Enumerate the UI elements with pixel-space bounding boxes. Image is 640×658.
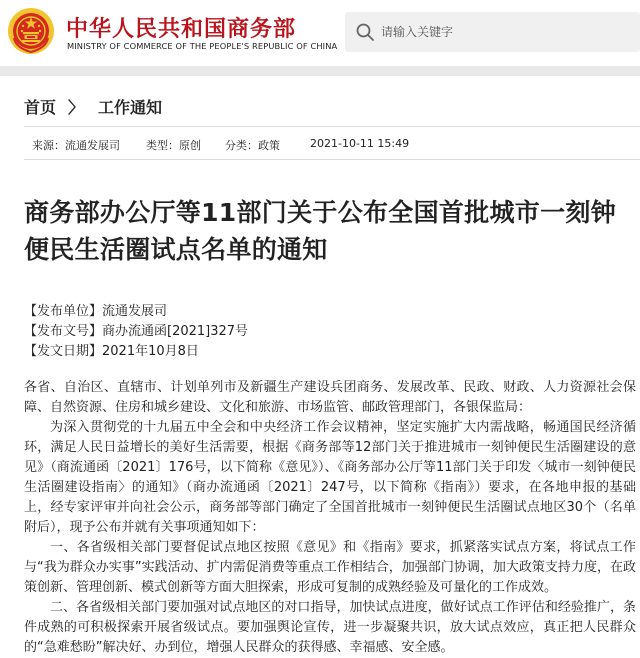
meta-type: 类型：原创 bbox=[146, 139, 201, 152]
meta-category: 分类：政策 bbox=[225, 139, 280, 152]
article-paragraph-item-1: 一、各省级相关部门要督促试点地区按照《意见》和《指南》要求，抓紧落实试点方案，将试点工作与“我为群众办实事”实践活动、扩内需促消费等重点工作相结合，加强部门协调，加大政策支持力度，在政策创新、管理创新、模式创新等方面大胆探索，形成可复制的成熟经验及可量化的工作成效。 bbox=[24, 540, 636, 595]
article-doc-number: 【发布文号】商办流通函[2021]327号 bbox=[24, 324, 249, 339]
article-issue-date: 【发文日期】2021年10月8日 bbox=[24, 344, 199, 359]
meta-datetime: 2021-10-11 15:49 bbox=[310, 137, 410, 150]
meta-source: 来源：流通发展司 bbox=[32, 139, 120, 152]
breadcrumb-separator: 〉 bbox=[68, 98, 85, 117]
divider bbox=[24, 126, 640, 127]
search-box bbox=[345, 12, 640, 52]
breadcrumb-home-link[interactable]: 首页 bbox=[24, 98, 57, 117]
search-icon[interactable] bbox=[355, 22, 375, 42]
breadcrumb bbox=[24, 95, 162, 118]
site-header bbox=[0, 0, 640, 66]
article-issuer: 【发布单位】流通发展司 bbox=[24, 304, 168, 319]
site-name[interactable]: 中华人民共和国商务部 bbox=[66, 17, 297, 42]
national-emblem-icon[interactable] bbox=[6, 6, 56, 56]
article-title: 商务部办公厅等11部门关于公布全国首批城市一刻钟便民生活圈试点名单的通知 bbox=[24, 198, 616, 264]
article-paragraph-addressees: 各省、自治区、直辖市、计划单列市及新疆生产建设兵团商务、发展改革、民政、财政、人力资源社会保障、自然资源、住房和城乡建设、文化和旅游、市场监管、邮政管理部门，各银保监局： bbox=[24, 380, 636, 415]
divider bbox=[24, 159, 640, 160]
article-paragraph-intro: 为深入贯彻党的十九届五中全会和中央经济工作会议精神，坚定实施扩大内需战略，畅通国民经济循环，满足人民日益增长的美好生活需要，根据《商务部等12部门关于推进城市一刻钟便民生活圈建设的意见》（商流通函〔2021〕176号，以下简称《意见》）、《商务部办公厅等11部门关于印发〈城市一刻钟便民生活圈建设指南〉的通知》（商办流通函〔2021〕247号，以下简称《指南》）要求，在各地申报的基础上，经专家评审并向社会公示，商务部等部门确定了全国首批城市一刻钟便民生活圈试点地区30个（名单附后），现予公布并就有关事项通知如下： bbox=[24, 420, 636, 535]
search-input[interactable] bbox=[381, 21, 626, 43]
site-name-english: MINISTRY OF COMMERCE OF THE PEOPLE'S REPUBLIC OF CHINA bbox=[67, 41, 338, 51]
article-paragraph-item-2: 二、各省级相关部门要加强对试点地区的对口指导，加快试点进度，做好试点工作评估和经验推广，条件成熟的可积极探索开展省级试点。要加强舆论宣传，进一步凝聚共识，放大试点效应，真正把人民群众的“急难愁盼”解决好、办到位，增强人民群众的获得感、幸福感、安全感。 bbox=[24, 600, 636, 655]
breadcrumb-current-link[interactable]: 工作通知 bbox=[98, 98, 163, 117]
